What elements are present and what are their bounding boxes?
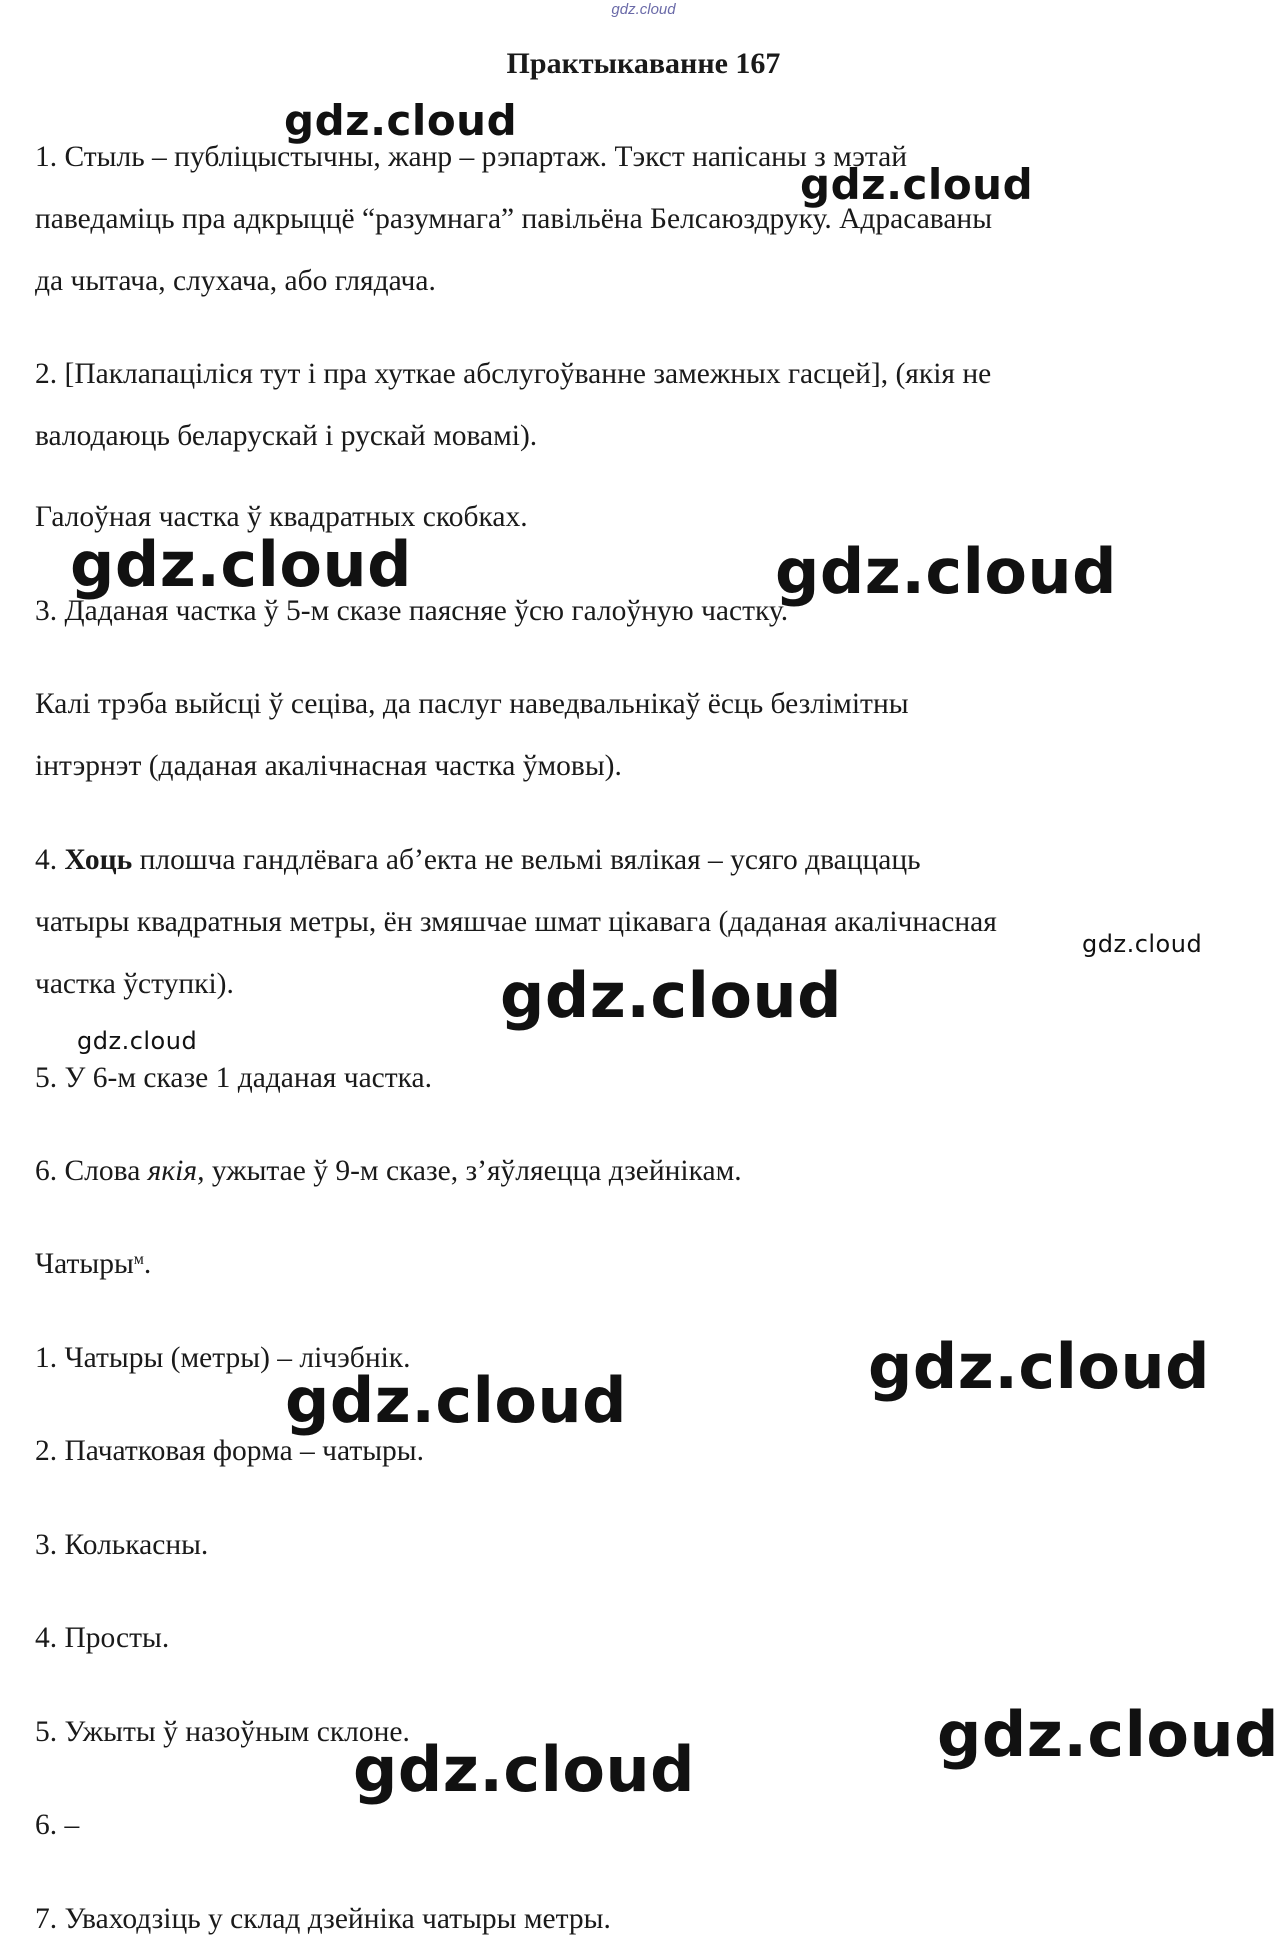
watermark: gdz.cloud: [775, 535, 1118, 608]
analysis-word: [35, 1233, 1235, 1295]
analysis-item-1: 1. Чатыры (метры) – лічэбнік.: [35, 1342, 411, 1374]
paragraph-6-start: 6. Слова: [35, 1155, 148, 1187]
paragraph-6-rest: ужытае ў 9-м сказе, з’яўляецца дзейнікам.: [204, 1155, 742, 1187]
paragraph-4-line-2: чатыры квадратныя метры, ён змяшчае шмат цікавага (даданая акалічнасная: [35, 906, 997, 938]
paragraph-4-line-3: частка ўступкі).: [35, 968, 234, 1000]
paragraph-6-italic-word: якія,: [147, 1155, 205, 1187]
watermark: gdz.cloud: [937, 1698, 1280, 1771]
paragraph-2-line-1: 2. [Паклапаціліся тут і пра хуткае абслугоўванне замежных гасцей], (якія не: [35, 358, 992, 390]
analysis-item-5: 5. Ужыты ў назоўным склоне.: [35, 1716, 410, 1748]
paragraph-3b-line-1: Калі трэба выйсці ў сеціва, да паслуг наведвальнікаў ёсць безлімітны: [35, 688, 909, 720]
paragraph-1-line-2: паведаміць пра адкрыццё “разумнага” павільёна Белсаюздруку. Адрасаваны: [35, 203, 993, 235]
top-watermark: gdz.cloud: [611, 1, 676, 18]
paragraph-4-line-1: [35, 829, 1235, 891]
analysis-item-3: 3. Колькасны.: [35, 1529, 209, 1561]
analysis-word-superscript: м: [133, 1251, 144, 1268]
paragraph-1-line-1: 1. Стыль – публіцыстычны, жанр – рэпартаж. Тэкст напісаны з мэтай: [35, 141, 907, 173]
paragraph-3b-line-2: інтэрнэт (даданая акалічнасная частка ўмовы).: [35, 750, 622, 782]
paragraph-1-line-3: да чытача, слухача, або глядача.: [35, 265, 436, 297]
watermark: gdz.cloud: [500, 959, 843, 1032]
paragraph-2b: Галоўная частка ў квадратных скобках.: [35, 501, 528, 533]
watermark: gdz.cloud: [800, 160, 1034, 209]
watermark: gdz.cloud: [353, 1733, 696, 1806]
paragraph-3: 3. Даданая частка ў 5-м сказе паясняе ўсю галоўную частку.: [35, 595, 789, 627]
watermark: gdz.cloud: [284, 96, 518, 145]
watermark: gdz.cloud: [77, 1027, 198, 1055]
watermark: gdz.cloud: [1082, 930, 1203, 958]
analysis-item-4: 4. Просты.: [35, 1622, 170, 1654]
analysis-item-6: 6. –: [35, 1809, 80, 1841]
analysis-item-2: 2. Пачатковая форма – чатыры.: [35, 1435, 424, 1467]
paragraph-4-number: 4.: [35, 844, 65, 876]
watermark: gdz.cloud: [70, 528, 413, 601]
paragraph-4-line-1-rest: плошча гандлёвага аб’екта не вельмі вялікая – усяго дваццаць: [132, 844, 921, 876]
paragraph-5: 5. У 6-м сказе 1 даданая частка.: [35, 1062, 432, 1094]
watermark: gdz.cloud: [285, 1364, 628, 1437]
analysis-item-7: 7. Уваходзіць у склад дзейніка чатыры метры.: [35, 1903, 611, 1935]
paragraph-2-line-2: валодаюць беларускай і рускай мовамі).: [35, 420, 538, 452]
watermark: gdz.cloud: [868, 1330, 1211, 1403]
analysis-word-end: .: [143, 1248, 152, 1280]
analysis-word-text: Чатыры: [35, 1248, 134, 1280]
page-title: Практыкаванне 167: [506, 47, 781, 80]
paragraph-4-bold-word: Хоць: [64, 844, 133, 876]
paragraph-6: [35, 1140, 1235, 1202]
